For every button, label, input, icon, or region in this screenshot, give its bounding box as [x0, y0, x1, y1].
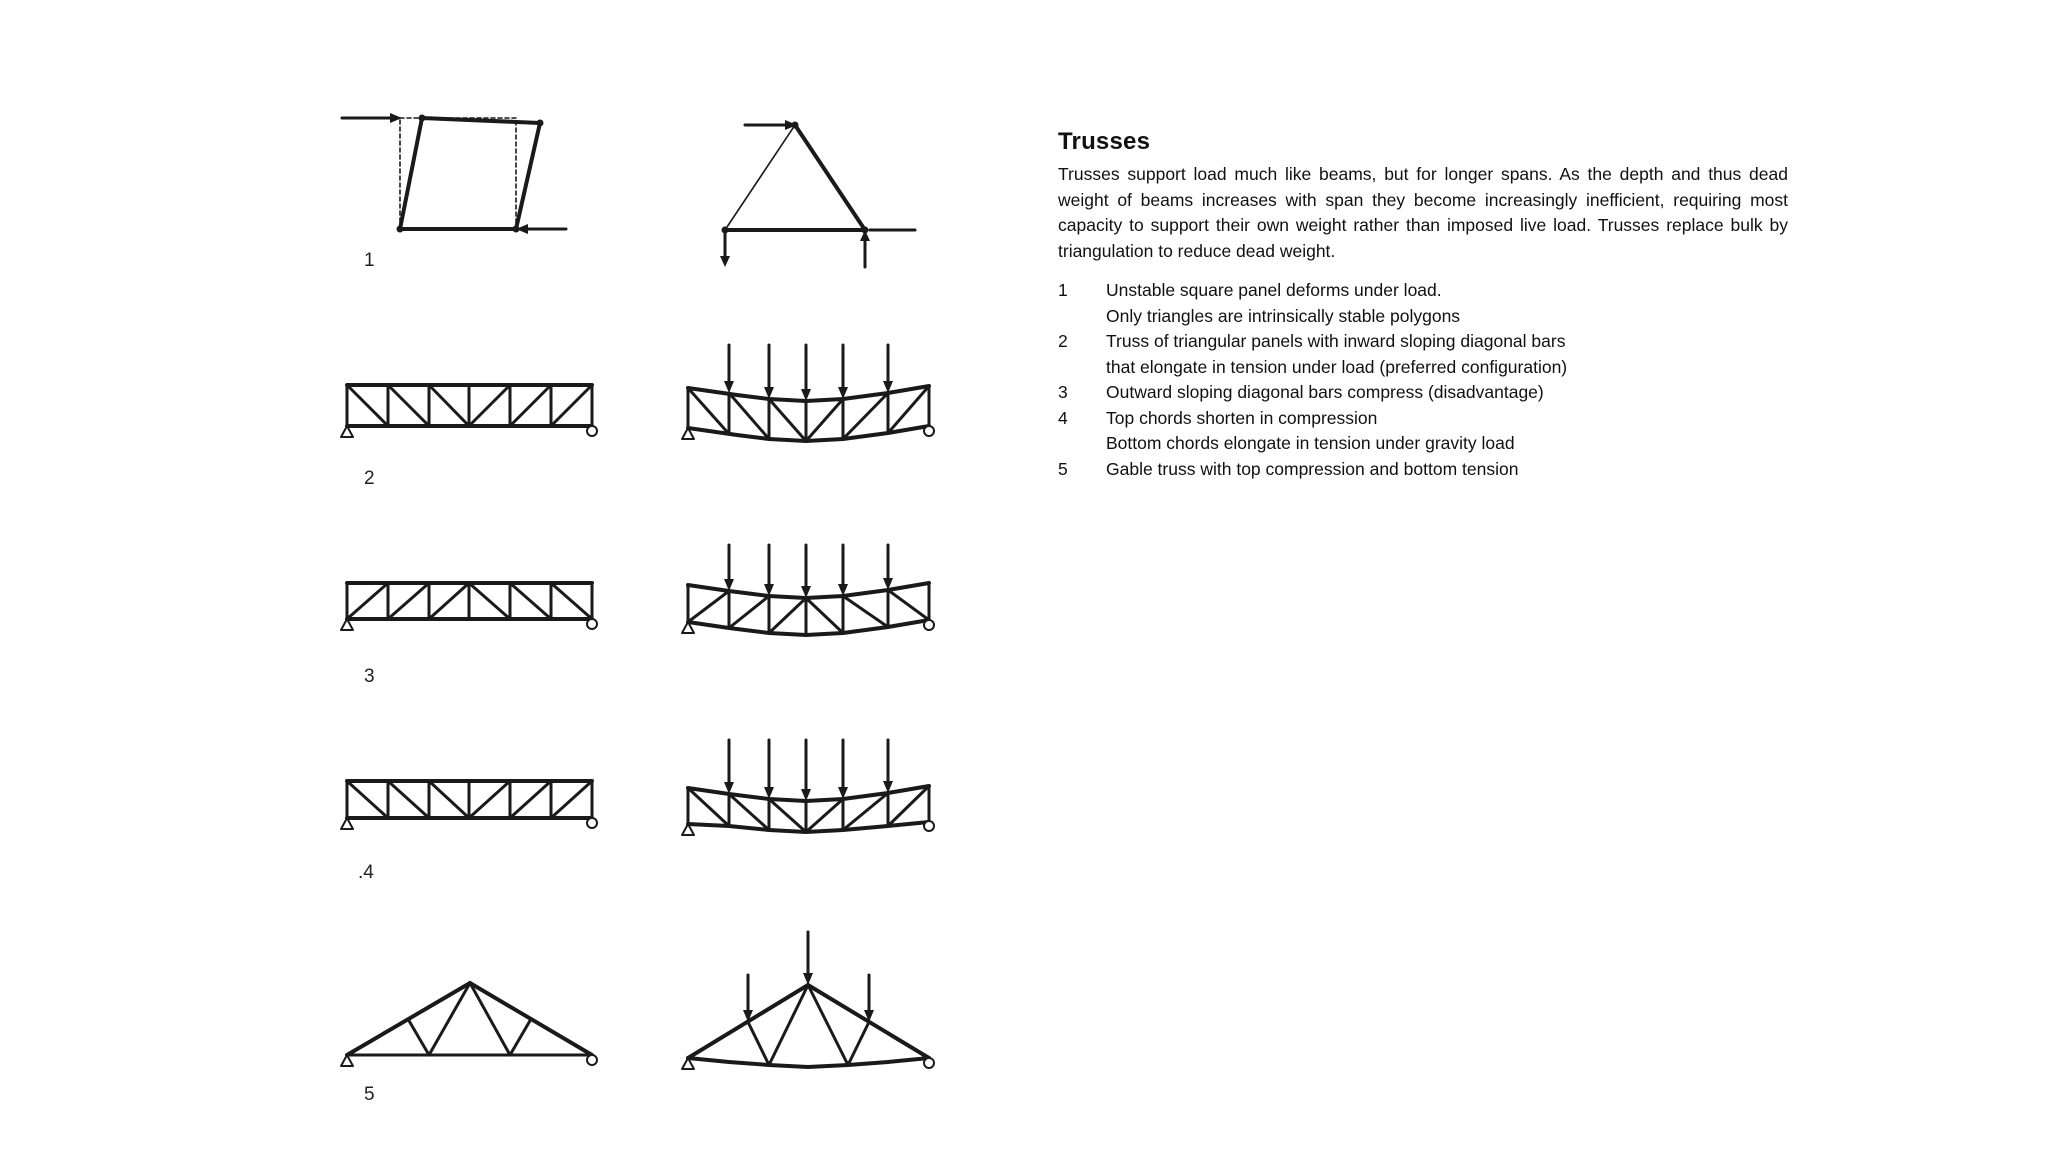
- figure-5-gable-truss-loaded: [682, 932, 934, 1069]
- figure-4-truss-loaded: [682, 740, 934, 835]
- list-item-number: 2: [1058, 331, 1068, 351]
- list-item-number: 4: [1058, 407, 1068, 428]
- list-item: [1058, 380, 1788, 406]
- list-item-text: Gable truss with top compression and bottom tension: [1106, 458, 1519, 479]
- figure-1-triangle: [720, 120, 915, 267]
- list-item-text: Outward sloping diagonal bars compress (disadvantage): [1106, 382, 1544, 402]
- list-item: [1058, 457, 1788, 483]
- list-item-text: Bottom chords elongate in tension under gravity load: [1106, 433, 1515, 453]
- list-item-text: Only triangles are intrinsically stable polygons: [1106, 305, 1461, 326]
- figure-label-1: 1: [364, 250, 375, 271]
- figure-label-4: .4: [358, 862, 374, 883]
- figure-3-truss: [341, 583, 597, 630]
- list-item-number: 3: [1058, 382, 1068, 402]
- figure-1-square-panel: [342, 113, 566, 234]
- figure-2-truss-loaded: [682, 345, 934, 441]
- text-block: [1058, 128, 1788, 482]
- page-title: Trusses: [1058, 128, 1151, 155]
- list-item: [1058, 278, 1788, 329]
- figure-label-3: 3: [364, 666, 375, 687]
- list-item-text: that elongate in tension under load (preferred configuration): [1106, 356, 1568, 377]
- list-item-number: 5: [1058, 458, 1068, 479]
- figure-label-2: 2: [364, 468, 375, 489]
- list-item: [1058, 406, 1788, 457]
- figure-label-5: 5: [364, 1084, 375, 1105]
- figure-5-gable-truss: [341, 983, 597, 1066]
- figure-3-truss-loaded: [682, 545, 934, 635]
- intro-paragraph: Trusses support load much like beams, but for longer spans. As the depth and thus dead weight of beams increases with span they become increasingly inefficient, requiring most capacity to support their own weight rather than imposed live load. Trusses replace bulk by triangulation to reduce dead weight.: [1058, 164, 1788, 261]
- list-item-number: 1: [1058, 280, 1068, 300]
- figure-2-truss: [341, 385, 597, 437]
- list-item-text: Truss of triangular panels with inward sloping diagonal bars: [1106, 331, 1566, 351]
- list-item-text: Top chords shorten in compression: [1106, 407, 1378, 428]
- list-item: [1058, 329, 1788, 380]
- list-item-text: Unstable square panel deforms under load.: [1106, 280, 1442, 300]
- figure-4-truss: [341, 781, 597, 829]
